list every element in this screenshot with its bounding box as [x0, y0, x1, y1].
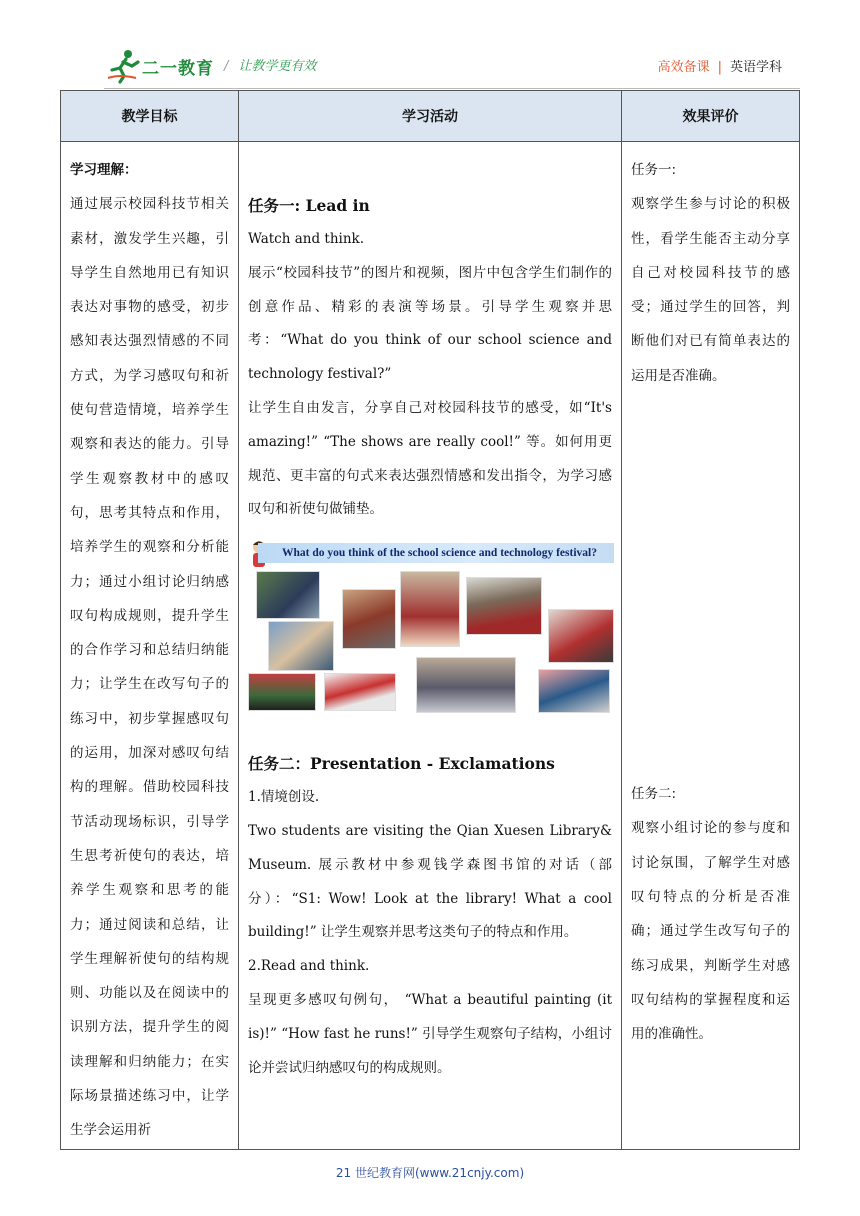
task2-title: 任务二：Presentation - Exclamations [248, 754, 555, 774]
header-evaluation: 效果评价 [622, 91, 800, 142]
eval2-text: 观察小组讨论的参与度和讨论氛围，了解学生对感叹句特点的分析是否准确；通过学生改写句子的练习成果，判断学生对感叹句结构的掌握程度和运用的准确性。 [631, 820, 790, 1043]
page-footer: 21 世纪教育网(www.21cnjy.com) [335, 1166, 525, 1180]
slogan: / 让教学更有效 [224, 59, 317, 74]
task2-step1: 1.情境创设. [248, 789, 320, 806]
evaluation-cell [622, 142, 800, 1150]
festival-photo-collage [248, 539, 614, 715]
task2-step2: 2.Read and think. [248, 958, 370, 975]
collage-banner: What do you think of the school science and technology festival? [258, 543, 614, 563]
goals-cell [61, 142, 239, 1150]
photo [400, 571, 460, 647]
task2-para1: Two students are visiting the Qian Xuesen Library& Museum. 展示教材中参观钱学森图书馆的对话（部分）：“S1: Wow! Look at the library! What a cool building!” 让学生观察并思考这类句子的特点和作用。 [248, 822, 612, 941]
task1-para1: 展示“校园科技节”的图片和视频，图片中包含学生们制作的创意作品、精彩的表演等场景。引导学生观察并思考：“What do you think of our school science and technology festival?” [248, 264, 612, 383]
header-activities: 学习活动 [239, 91, 622, 142]
subject-tags [658, 56, 782, 75]
tag-separator: | [717, 60, 722, 75]
photo [466, 577, 542, 635]
eval1-heading: 任务一: [631, 162, 677, 178]
brand-name: 二一教育 [142, 59, 214, 79]
activities-cell [239, 142, 622, 1150]
header-divider [104, 88, 800, 89]
photo [248, 673, 316, 711]
header-goals: 教学目标 [61, 91, 239, 142]
tag-prep: 高效备课 [657, 60, 710, 75]
photo [324, 673, 396, 711]
task1-para2: 让学生自由发言，分享自己对校园科技节的感受，如“It's amazing!” “The shows are really cool!” 等。如何用更规范、更丰富的句式来表达强烈情感和发出指令，为学习感叹句和祈使句做铺垫。 [248, 399, 612, 518]
task1-sub: Watch and think. [248, 231, 365, 247]
slogan-text: 让教学更有效 [238, 59, 317, 74]
table-row [61, 142, 800, 1150]
task2-para2: 呈现更多感叹句例句， “What a beautiful painting (it is)!” “How fast he runs!” 引导学生观察句子结构，小组讨论并尝试归纳感叹句的构成规则。 [248, 991, 612, 1076]
lesson-table [60, 90, 800, 1150]
photo [416, 657, 516, 713]
page-header [60, 40, 800, 90]
photo [268, 621, 334, 671]
photo [548, 609, 614, 663]
table-header-row [61, 91, 800, 142]
goal-heading: 学习理解： [70, 162, 138, 178]
tag-subject: 英语学科 [729, 60, 782, 75]
goal-text: 通过展示校园科技节相关素材，激发学生兴趣，引导学生自然地用已有知识表达对事物的感受，初步感知表达强烈情感的不同方式，为学习感叹句和祈使句营造情境，培养学生观察和表达的能力。引导学生观察教材中的感叹句，思考其特点和作用，培养学生的观察和分析能力；通过小组讨论归纳感叹句构成规则，提升学生的合作学习和总结归纳能力；让学生在改写句子的练习中，初步掌握感叹句的运用，加深对感叹句结构的理解。借助校园科技节活动现场标识，引导学生思考祈使句的表达，培养学生观察和思考的能力；通过阅读和总结，让学生理解祈使句的结构规则、功能以及在阅读中的识别方法，提升学生的阅读理解和归纳能力；在实际场景描述练习中，让学生学会运用祈 [70, 196, 229, 1139]
runner-logo-icon [106, 48, 142, 84]
eval1-text: 观察学生参与讨论的积极性，看学生能否主动分享自己对校园科技节的感受；通过学生的回答，判断他们对已有简单表达的运用是否准确。 [631, 196, 790, 384]
photo [342, 589, 396, 649]
photo [256, 571, 320, 619]
task1-title: 任务一: Lead in [248, 196, 370, 215]
eval2-heading: 任务二: [631, 786, 677, 803]
photo [538, 669, 610, 713]
